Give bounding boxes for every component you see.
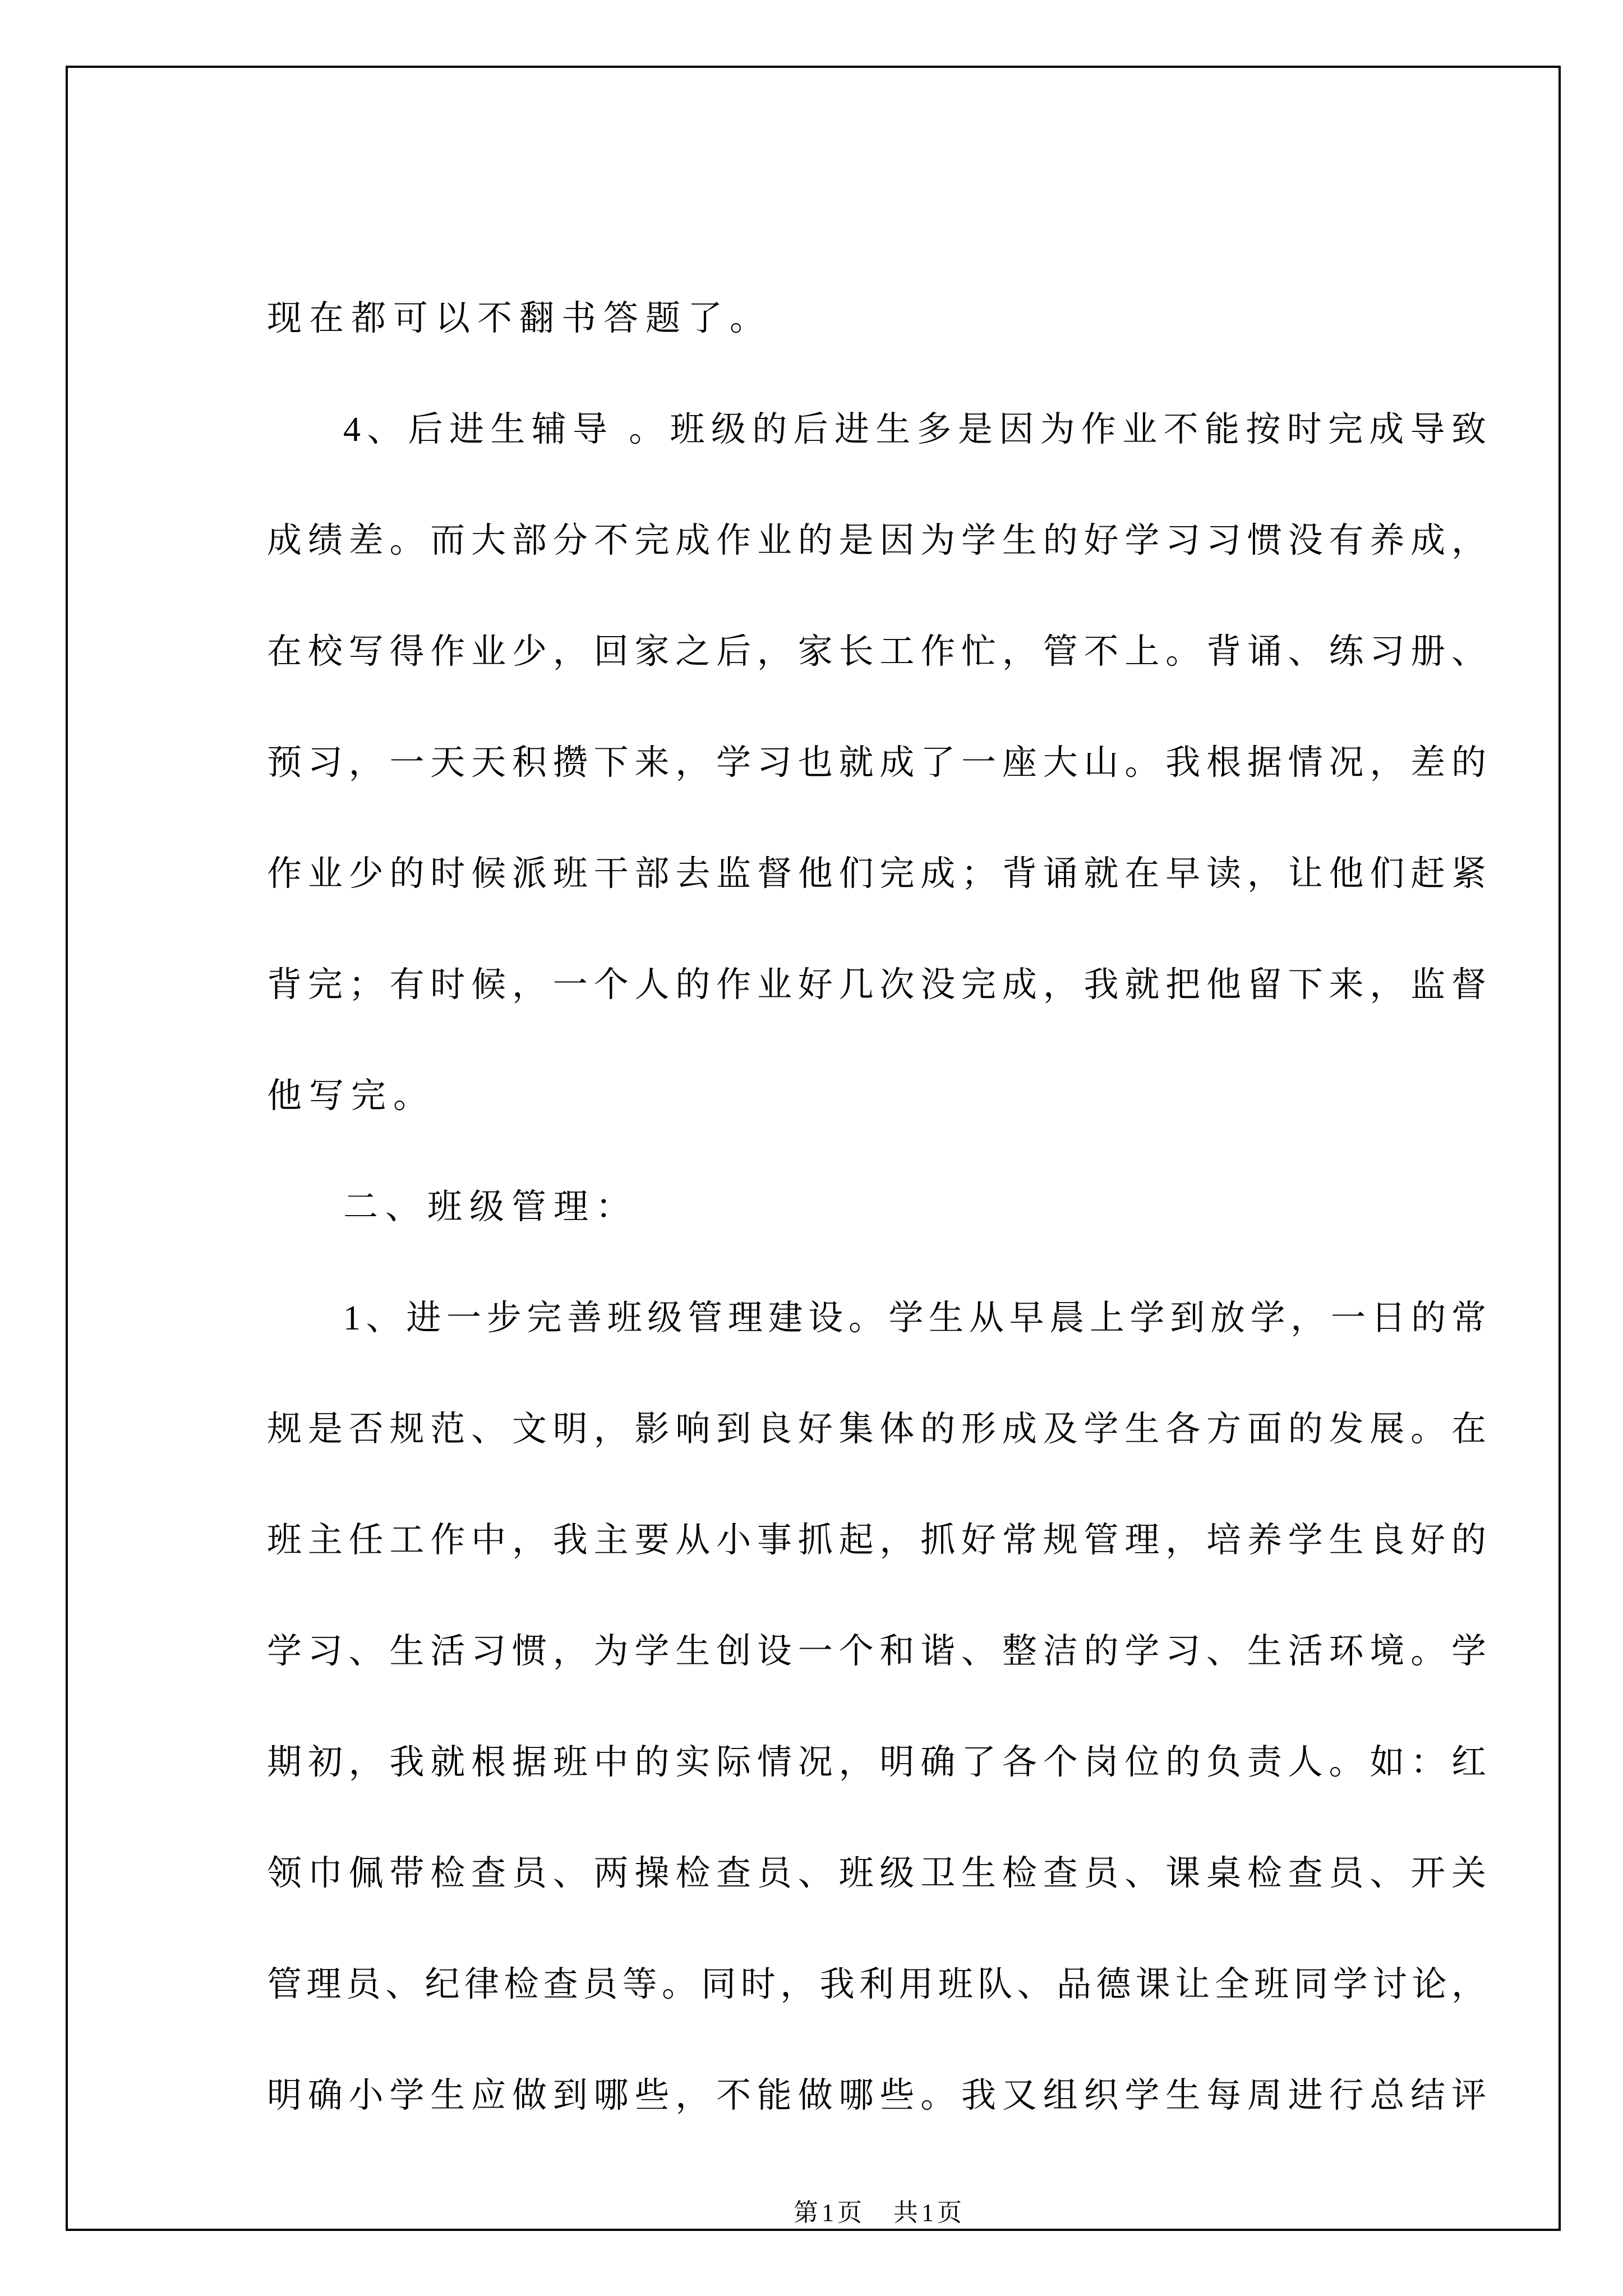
- document-line: 期初，我就根据班中的实际情况，明确了各个岗位的负责人。如：红: [267, 1743, 1490, 1782]
- document-body: [267, 263, 1490, 2151]
- section-heading-line: 二、班级管理：: [343, 1188, 638, 1226]
- document-line: 明确小学生应做到哪些，不能做哪些。我又组织学生每周进行总结评: [267, 2077, 1490, 2115]
- document-line: 班主任工作中，我主要从小事抓起，抓好常规管理，培养学生良好的: [267, 1521, 1490, 1559]
- document-line: 4、后进生辅导 。班级的后进生多是因为作业不能按时完成导致: [343, 411, 1490, 449]
- document-line: 预习，一天天积攒下来，学习也就成了一座大山。我根据情况，差的: [267, 744, 1490, 782]
- document-line: 他写完。: [267, 1077, 436, 1115]
- document-line: 学习、生活习惯，为学生创设一个和谐、整洁的学习、生活环境。学: [267, 1632, 1490, 1671]
- document-line: 现在都可以不翻书答题了。: [267, 300, 772, 338]
- document-line: 作业少的时候派班干部去监督他们完成；背诵就在早读，让他们赶紧: [267, 855, 1490, 893]
- page-border-frame: [66, 66, 1561, 2231]
- document-line: 在校写得作业少，回家之后，家长工作忙，管不上。背诵、练习册、: [267, 633, 1490, 671]
- document-line: 成绩差。而大部分不完成作业的是因为学生的好学习习惯没有养成，: [267, 522, 1490, 560]
- document-line: 1、进一步完善班级管理建设。学生从早晨上学到放学，一日的常: [343, 1299, 1490, 1337]
- page-footer: [68, 2182, 1623, 2244]
- document-line: 领巾佩带检查员、两操检查员、班级卫生检查员、课桌检查员、开关: [267, 1855, 1490, 1893]
- document-line: 管理员、纪律检查员等。同时，我利用班队、品德课让全班同学讨论，: [267, 1966, 1490, 2004]
- page-number-label: 第1页 共1页: [794, 2199, 965, 2226]
- document-line: 规是否规范、文明，影响到良好集体的形成及学生各方面的发展。在: [267, 1410, 1490, 1448]
- document-line: 背完；有时候，一个人的作业好几次没完成，我就把他留下来，监督: [267, 966, 1490, 1004]
